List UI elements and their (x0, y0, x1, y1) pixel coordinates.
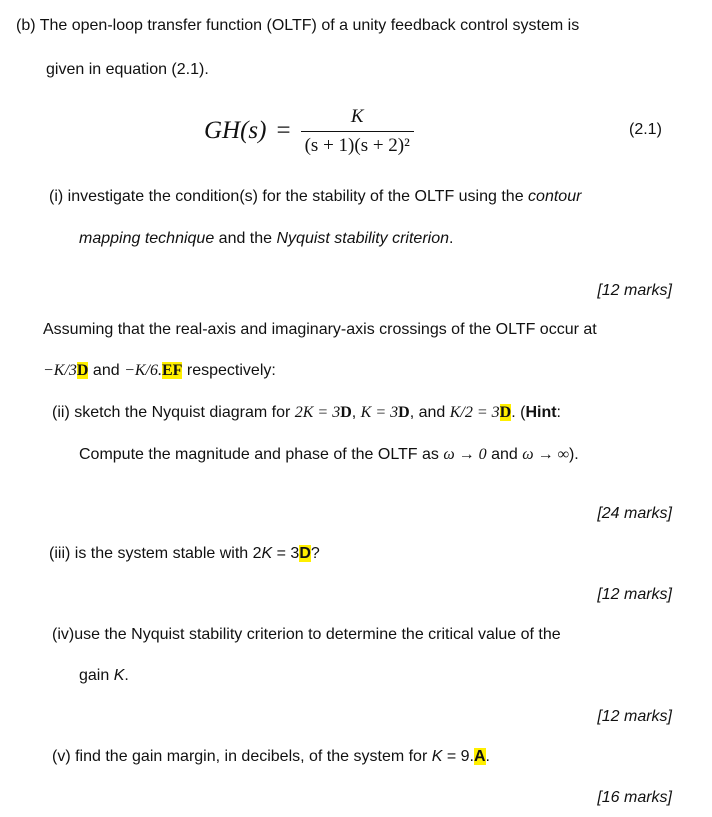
question-v-marks: [16 marks] (597, 789, 672, 806)
question-iii-marks: [12 marks] (597, 586, 672, 603)
highlight-d: D (76, 362, 89, 379)
question-ii-and: and (486, 446, 523, 463)
equation-fraction (301, 106, 414, 157)
assumption-line-2 (43, 362, 276, 380)
assumption-respectively: respectively: (182, 362, 276, 379)
question-iv-gain: gain (79, 667, 114, 684)
separator: , and (409, 404, 450, 421)
question-iv-line-1: (iv)use the Nyquist stability criterion to determine the critical value of the (52, 626, 561, 643)
question-iii-text: (iii) is the system stable with 2 (49, 545, 262, 562)
equation-equals: = (276, 117, 291, 144)
question-ii-line-1 (52, 404, 561, 422)
separator: , (351, 404, 361, 421)
omega-to-zero: ω → 0 (443, 446, 487, 463)
hint-colon: : (556, 404, 561, 421)
question-i-period: . (449, 230, 454, 247)
gain-case-3: K/2 = 3 (449, 404, 500, 421)
question-ii-close: ). (568, 446, 579, 463)
separator: . ( (511, 404, 526, 421)
transfer-function-equation (204, 102, 414, 160)
highlight-d: D (340, 404, 352, 421)
question-iv-period: . (124, 667, 129, 684)
question-v-period: . (485, 748, 490, 765)
highlight-d: D (499, 404, 512, 421)
equation-denominator: (s + 1)(s + 2)² (301, 131, 414, 157)
highlight-d: D (299, 545, 311, 562)
question-i-line-2 (79, 230, 453, 248)
question-v-eq: = 9. (442, 748, 474, 765)
gain-symbol: K (431, 748, 443, 765)
question-v-text: (v) find the gain margin, in decibels, of the system for (52, 748, 432, 765)
highlight-a: A (473, 748, 486, 765)
question-ii-line-2 (79, 446, 579, 464)
question-ii-hint-text: Compute the magnitude and phase of the OLTF as (79, 446, 444, 463)
gain-symbol: K (261, 545, 273, 562)
question-ii-text: (ii) sketch the Nyquist diagram for (52, 404, 295, 421)
assumption-line-1: Assuming that the real-axis and imaginary-axis crossings of the OLTF occur at (43, 321, 597, 338)
equation-lhs: GH(s) (204, 117, 267, 144)
gain-case-1: 2K = 3 (294, 404, 341, 421)
question-iii-mark: ? (310, 545, 320, 562)
question-ii-marks: [24 marks] (597, 505, 672, 522)
question-iii-line (49, 545, 320, 563)
question-i-marks: [12 marks] (597, 282, 672, 299)
question-iv-marks: [12 marks] (597, 708, 672, 725)
question-i-criterion: Nyquist stability criterion (276, 230, 449, 247)
omega-to-infinity: ω → ∞ (522, 446, 569, 463)
real-axis-crossing: −K/3 (43, 362, 77, 379)
highlight-ef: EF (162, 362, 183, 379)
hint-label: Hint (525, 404, 557, 421)
gain-symbol: K (113, 667, 125, 684)
equation-numerator: K (350, 105, 364, 127)
imag-axis-crossing: −K/6. (124, 362, 162, 379)
question-i-line-1 (49, 188, 581, 206)
question-i-emphasis: contour (528, 188, 582, 205)
intro-line-1: (b) The open-loop transfer function (OLTF) of a unity feedback control system is (16, 17, 580, 34)
question-iii-eq: = 3 (272, 545, 300, 562)
question-v-line (52, 748, 490, 766)
question-i-and: and the (214, 230, 277, 247)
question-i-text: (i) investigate the condition(s) for the stability of the OLTF using the (49, 188, 529, 205)
highlight-d: D (398, 404, 410, 421)
equation-number: (2.1) (629, 121, 662, 138)
question-i-technique: mapping technique (79, 230, 215, 247)
gain-case-2: K = 3 (360, 404, 399, 421)
assumption-and: and (88, 362, 125, 379)
intro-line-2: given in equation (2.1). (46, 61, 209, 78)
question-iv-line-2 (79, 667, 129, 685)
